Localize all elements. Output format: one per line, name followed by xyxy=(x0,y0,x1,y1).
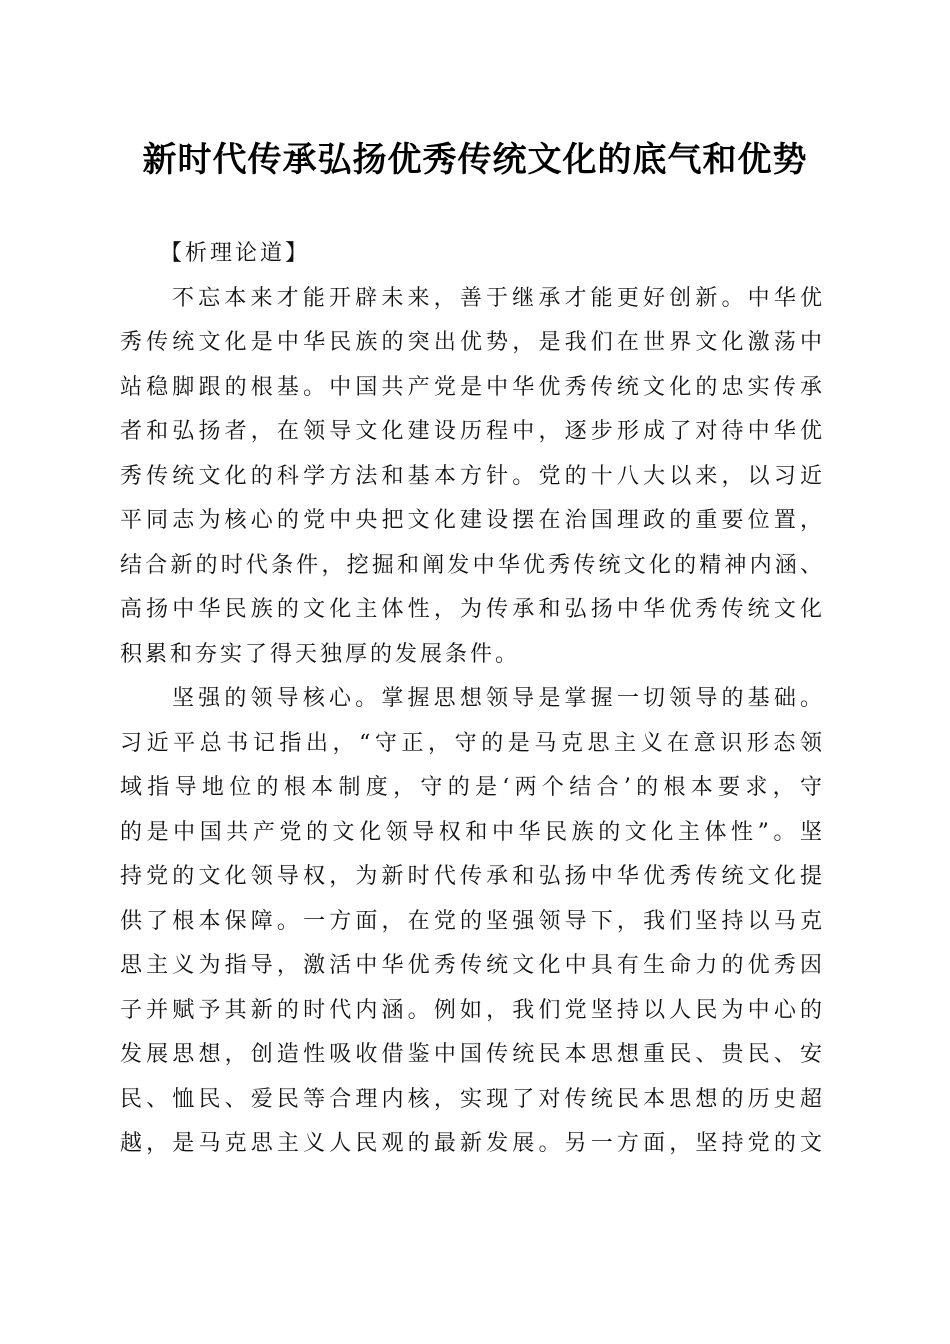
paragraph-line: 子并赋予其新的时代内涵。例如，我们党坚持以人民为中心的 xyxy=(120,997,822,1023)
paragraph-line: 结合新的时代条件，挖掘和阐发中华优秀传统文化的精神内涵、 xyxy=(120,552,822,578)
paragraph-line: 秀传统文化是中华民族的突出优势，是我们在世界文化激荡中 xyxy=(120,330,822,355)
paragraph-line: 民、恤民、爱民等合理内核，实现了对传统民本思想的历史超 xyxy=(120,1086,822,1112)
paragraph-line: 的是中国共产党的文化领导权和中华民族的文化主体性”。坚 xyxy=(120,819,822,845)
section-label: 【析理论道】 xyxy=(160,241,311,266)
paragraph-line: 不忘本来才能开辟未来，善于继承才能更好创新。中华优 xyxy=(172,285,822,311)
paragraph-line: 秀传统文化的科学方法和基本方针。党的十八大以来，以习近 xyxy=(120,463,822,489)
document-body xyxy=(120,232,822,1167)
paragraph-line: 站稳脚跟的根基。中国共产党是中华优秀传统文化的忠实传承 xyxy=(120,374,822,400)
paragraph-intro xyxy=(120,277,822,678)
paragraph-line: 高扬中华民族的文化主体性，为传承和弘扬中华优秀传统文化 xyxy=(120,597,822,622)
paragraph-line: 者和弘扬者，在领导文化建设历程中，逐步形成了对待中华优 xyxy=(120,419,822,444)
paragraph-line: 供了根本保障。一方面，在党的坚强领导下，我们坚持以马克 xyxy=(120,908,822,934)
paragraph-line: 域指导地位的根本制度，守的是‘两个结合’的根本要求，守 xyxy=(120,775,822,800)
paragraph-line: 平同志为核心的党中央把文化建设摆在治国理政的重要位置， xyxy=(120,508,822,533)
paragraph-line: 持党的文化领导权，为新时代传承和弘扬中华优秀传统文化提 xyxy=(120,864,822,889)
paragraph-leadership xyxy=(120,677,822,1167)
document-title: 新时代传承弘扬优秀传统文化的底气和优势 xyxy=(142,140,808,180)
paragraph-line: 思主义为指导，激活中华优秀传统文化中具有生命力的优秀因 xyxy=(120,953,822,978)
paragraph-line: 坚强的领导核心。掌握思想领导是掌握一切领导的基础。 xyxy=(172,686,822,711)
paragraph-line: 积累和夯实了得天独厚的发展条件。 xyxy=(120,641,521,667)
paragraph-line: 发展思想，创造性吸收借鉴中国传统民本思想重民、贵民、安 xyxy=(120,1042,822,1067)
paragraph-line: 习近平总书记指出，“守正，守的是马克思主义在意识形态领 xyxy=(120,730,822,756)
paragraph-line: 越，是马克思主义人民观的最新发展。另一方面，坚持党的文 xyxy=(120,1131,822,1156)
